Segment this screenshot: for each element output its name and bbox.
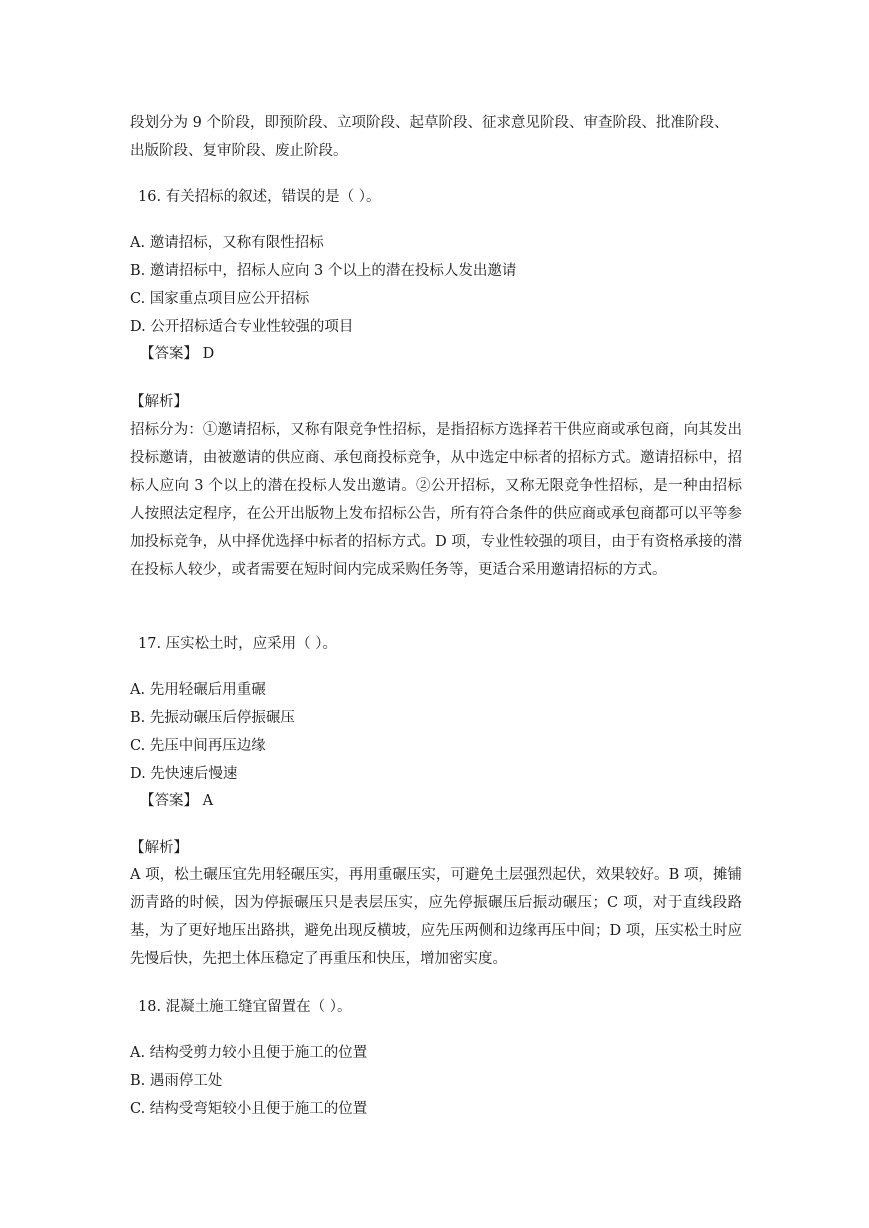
q16-analysis-title: 【解析】 — [130, 394, 188, 410]
intro-line-2: 出版阶段、复审阶段、废止阶段。 — [130, 143, 348, 159]
q18-option-a: A. 结构受剪力较小且便于施工的位置 — [130, 1045, 368, 1061]
q17-answer: 【答案】 A — [140, 793, 214, 809]
q16-option-d: D. 公开招标适合专业性较强的项目 — [130, 319, 354, 335]
q17-option-a: A. 先用轻碾后用重碾 — [130, 682, 266, 698]
q18-option-b: B. 遇雨停工处 — [130, 1073, 223, 1089]
question-17: 17. 压实松土时，应采用（ ）。 — [138, 636, 338, 652]
q16-option-c: C. 国家重点项目应公开招标 — [130, 291, 310, 307]
q16-analysis: 招标分为：①邀请招标，又称有限竞争性招标，是指招标方选择若干供应商或承包商，向其发出投标邀请，由被邀请的供应商、承包商投标竞争，从中选定中标者的招标方式。邀请招标中，招标人应向 3 个以上的潜在投标人发出邀请。②公开招标，又称无限竞争性招标，是一种由招标人按照法定程序，在公开出版物上发布招标公告，所有符合条件的供应商或承包商都可以平等参加投标竞争，从中择优选择中标者的招标方式。D 项，专业性较强的项目，由于有资格承接的潜在投标人较少，或者需要在短时间内完成采购任务等，更适合采用邀请招标的方式。 — [130, 422, 742, 578]
q16-option-a: A. 邀请招标，又称有限性招标 — [130, 235, 324, 251]
q17-analysis-title: 【解析】 — [130, 840, 188, 856]
question-18: 18. 混凝土施工缝宜留置在（ ）。 — [138, 999, 352, 1015]
q17-option-d: D. 先快速后慢速 — [130, 766, 238, 782]
question-16: 16. 有关招标的叙述，错误的是（ ）。 — [138, 189, 381, 205]
q16-answer: 【答案】 D — [140, 346, 215, 362]
q18-option-c: C. 结构受弯矩较小且便于施工的位置 — [130, 1101, 368, 1117]
intro-line-1: 段划分为 9 个阶段，即预阶段、立项阶段、起草阶段、征求意见阶段、审查阶段、批准阶段、 — [130, 115, 729, 131]
q16-option-b: B. 邀请招标中，招标人应向 3 个以上的潜在投标人发出邀请 — [130, 263, 517, 279]
q17-analysis: A 项，松土碾压宜先用轻碾压实，再用重碾压实，可避免土层强烈起伏，效果较好。B 项，摊铺沥青路的时候，因为停振碾压只是表层压实，应先停振碾压后振动碾压；C 项，对于直线段路基，为了更好地压出路拱，避免出现反横坡，应先压两侧和边缘再压中间；D 项，压实松土时应先慢后快，先把土体压稳定了再重压和快压，增加密实度。 — [130, 867, 742, 967]
q17-option-b: B. 先振动碾压后停振碾压 — [130, 710, 295, 726]
q17-option-c: C. 先压中间再压边缘 — [130, 738, 266, 754]
